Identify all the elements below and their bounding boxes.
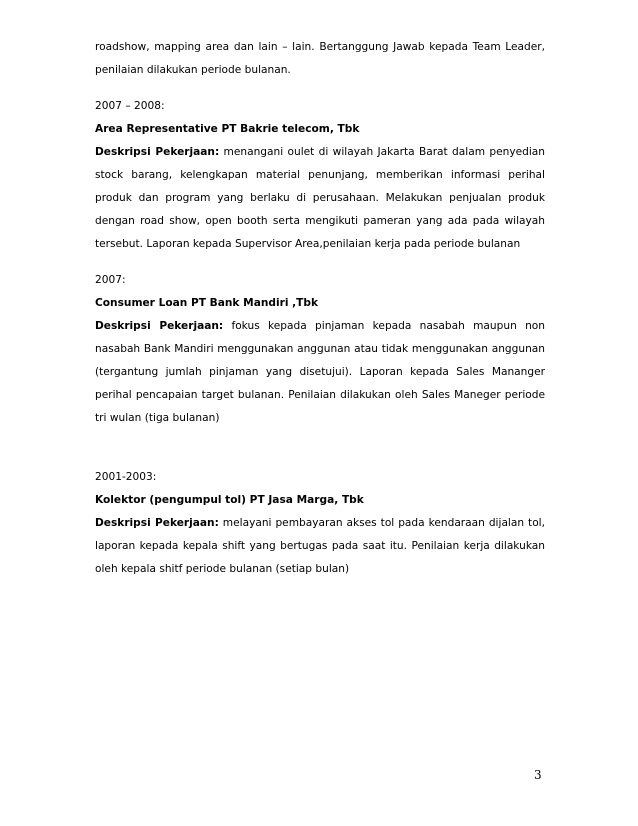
description-label: Deskripsi Pekerjaan: <box>95 146 220 158</box>
job-title: Consumer Loan PT Bank Mandiri ,Tbk <box>95 297 319 309</box>
job-entry-bakrie <box>95 95 545 256</box>
job-title: Kolektor (pengumpul tol) PT Jasa Marga, Tbk <box>95 494 364 506</box>
description-label: Deskripsi Pekerjaan: <box>95 320 224 332</box>
description-label: Deskripsi Pekerjaan: <box>95 517 219 529</box>
job-period: 2007: <box>95 274 126 286</box>
job-description <box>95 141 545 256</box>
job-entry-mandiri <box>95 269 545 430</box>
job-entry-jasa-marga <box>95 466 545 581</box>
description-text: fokus kepada pinjaman kepada nasabah maupun non nasabah Bank Mandiri menggunakan anggunan atau tidak menggunakan anggunan (tergantung jumlah pinjaman yang disetujui). Laporan kepada Sales Mananger perihal pencapaian target bulanan. Penilaian dilakukan oleh Sales Maneger periode tri wulan (tiga bulanan) <box>95 320 545 424</box>
job-period: 2007 – 2008: <box>95 100 165 112</box>
intro-paragraph: roadshow, mapping area dan lain – lain. Bertanggung Jawab kepada Team Leader, penilaian dilakukan periode bulanan. <box>95 41 545 76</box>
job-period: 2001-2003: <box>95 471 157 483</box>
page-number: 3 <box>534 768 542 782</box>
job-title: Area Representative PT Bakrie telecom, Tbk <box>95 123 360 135</box>
description-text: menangani oulet di wilayah Jakarta Barat dalam penyedian stock barang, kelengkapan material penunjang, memberikan informasi perihal produk dan program yang berlaku di perusahaan. Melakukan penjualan produk dengan road show, open booth serta mengikuti pameran yang ada pada wilayah tersebut. Laporan kepada Supervisor Area,penilaian kerja pada periode bulanan <box>95 146 545 250</box>
description-text: melayani pembayaran akses tol pada kendaraan dijalan tol, laporan kepada kepala shift yang bertugas pada saat itu. Penilaian kerja dilakukan oleh kepala shitf periode bulanan (setiap bulan) <box>95 517 545 575</box>
job-description <box>95 315 545 430</box>
job-description <box>95 512 545 581</box>
document-page <box>95 36 545 581</box>
